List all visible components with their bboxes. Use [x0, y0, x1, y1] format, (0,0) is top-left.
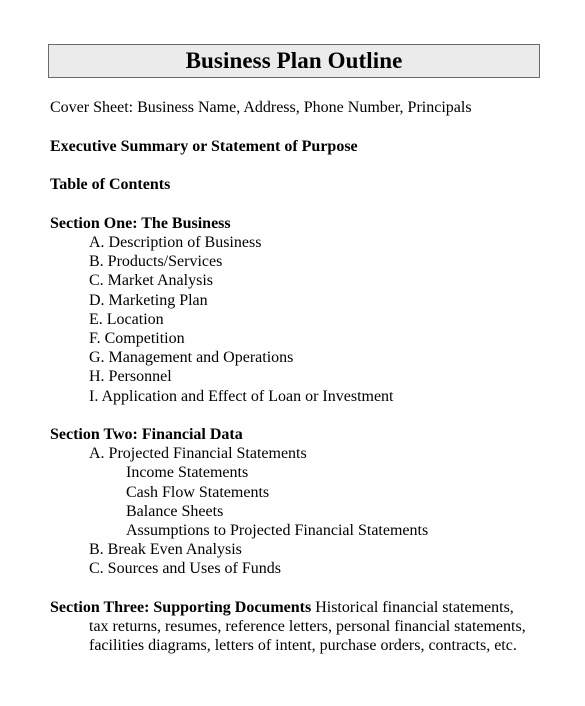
section-one-heading: Section One: The Business	[50, 215, 231, 232]
section-two-sub-item: Income Statements	[126, 464, 249, 481]
executive-summary-heading: Executive Summary or Statement of Purpose	[50, 138, 358, 155]
section-one-item: G. Management and Operations	[89, 349, 294, 366]
page-title: Business Plan Outline	[185, 48, 403, 73]
section-three-text-3: facilities diagrams, letters of intent, purchase orders, contracts, etc.	[89, 637, 517, 654]
table-of-contents-heading: Table of Contents	[50, 176, 171, 193]
section-three-text-1: Historical financial statements,	[311, 599, 514, 616]
section-two-sub-item: Cash Flow Statements	[126, 484, 270, 501]
section-two-item-a: A. Projected Financial Statements	[89, 445, 307, 462]
section-one-item: I. Application and Effect of Loan or Investment	[89, 388, 394, 405]
section-one-item: A. Description of Business	[89, 234, 262, 251]
section-two-item-c: C. Sources and Uses of Funds	[89, 560, 281, 577]
section-three-line-1	[50, 599, 514, 617]
section-two-item-b: B. Break Even Analysis	[89, 541, 242, 558]
section-two-heading: Section Two: Financial Data	[50, 426, 243, 443]
section-two-sub-item: Assumptions to Projected Financial Statements	[126, 522, 429, 539]
section-two-sub-item: Balance Sheets	[126, 503, 224, 520]
section-one-item: D. Marketing Plan	[89, 292, 208, 309]
title-box	[48, 44, 540, 78]
section-three-heading: Section Three: Supporting Documents	[50, 599, 312, 616]
section-one-item: F. Competition	[89, 330, 185, 347]
cover-sheet-label: Cover Sheet	[50, 99, 129, 116]
section-three-text-2: tax returns, resumes, reference letters, personal financial statements,	[89, 618, 526, 635]
cover-sheet-text: : Business Name, Address, Phone Number, Principals	[128, 99, 472, 116]
section-one-item: E. Location	[89, 311, 164, 328]
cover-sheet-line	[50, 99, 472, 117]
section-one-item: C. Market Analysis	[89, 272, 213, 289]
section-one-item: H. Personnel	[89, 368, 172, 385]
section-one-item: B. Products/Services	[89, 253, 223, 270]
